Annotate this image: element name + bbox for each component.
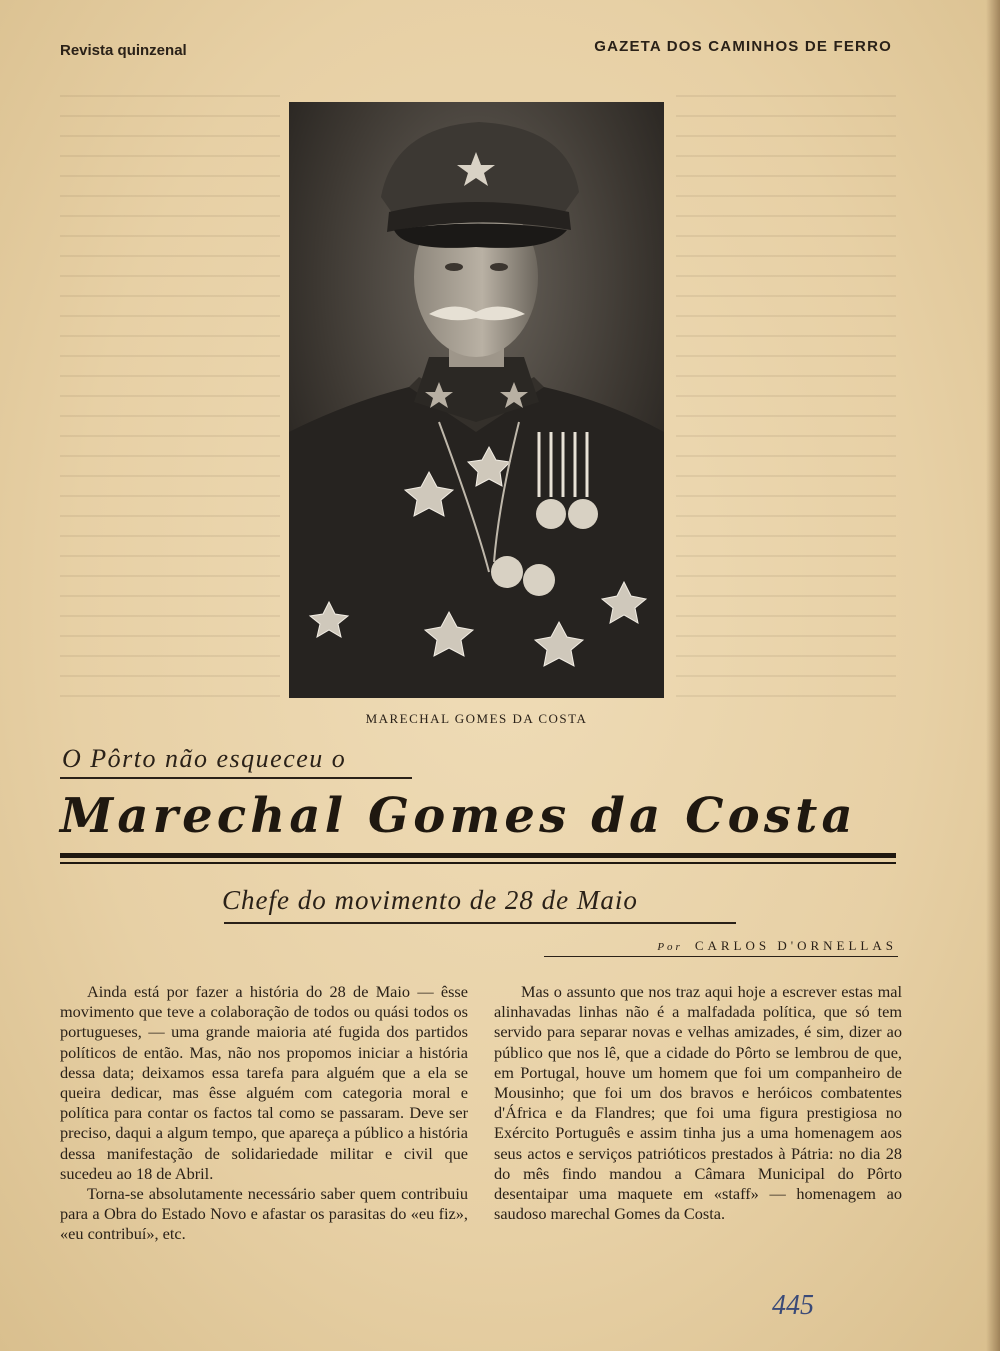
article-column-left	[60, 982, 468, 1245]
article-byline	[657, 938, 897, 954]
paragraph: Torna-se absolutamente necessário saber quem contribuiu para a Obra do Estado Novo e afastar os parasitas do «eu fiz», «eu contribuí», etc.	[60, 1184, 468, 1244]
marshal-portrait-image	[289, 102, 664, 698]
photo-caption: MARECHAL GOMES DA COSTA	[365, 711, 588, 726]
article-column-right	[494, 982, 902, 1224]
byline-author: CARLOS D'ORNELLAS	[694, 938, 897, 953]
bleed-through-right	[676, 95, 896, 715]
byline-underline	[544, 956, 898, 957]
byline-prefix: Por	[657, 941, 683, 953]
page-number: 445	[772, 1290, 814, 1321]
page-edge-shadow	[986, 0, 1000, 1351]
publication-title: GAZETA DOS CAMINHOS DE FERRO	[594, 38, 892, 55]
headline-rule-thick	[60, 853, 896, 858]
article-kicker: O Pôrto não esqueceu o	[62, 744, 347, 773]
article-subtitle: Chefe do movimento de 28 de Maio	[222, 885, 638, 915]
bleed-through-left	[60, 95, 280, 715]
subtitle-underline	[224, 922, 736, 924]
paragraph: Ainda está por fazer a história do 28 de Maio — êsse movimento que teve a colaboração de todos ou quási todos os portugueses, — uma grande maioria até fugida dos partidos políticos de então. Mas, não nos propomos iniciar a história dessa data; deixamos essa tarefa para alguém que a ela se queira dedicar, mas êsse alguém com categoria moral e política para contar os factos tal como se passaram. Deve ser preciso, daqui a algum tempo, que apareça a público a história dessa manifestação de solidariedade militar e civil que sucedeu ao 18 de Abril.	[60, 982, 468, 1183]
paragraph: Mas o assunto que nos traz aqui hoje a escrever estas mal alinhavadas linhas não é a malfadada política, que só tem servido para separar novas e velhas amizades, é sim, dizer ao público que nos lê, que a cidade do Pôrto se lembrou de que, em Portugal, houve um homem que foi um companheiro de Mousinho; que foi um dos bravos e heróicos combatentes d'África e da Flandres; que foi uma figura prestigiosa no Exército Português e assim tinha jus a uma homenagem aos seus actos e serviços patrióticos prestados à Pátria: no dia 28 do mês findo mandou a Câmara Municipal do Pôrto desentaipar uma maquete em «staff» — homenagem ao saudoso marechal Gomes da Costa.	[494, 982, 902, 1224]
article-headline: Marechal Gomes da Costa	[60, 788, 857, 844]
headline-rule-thin	[60, 862, 896, 864]
publication-frequency: Revista quinzenal	[60, 42, 187, 59]
portrait-photo	[289, 102, 664, 698]
kicker-underline	[60, 777, 412, 779]
